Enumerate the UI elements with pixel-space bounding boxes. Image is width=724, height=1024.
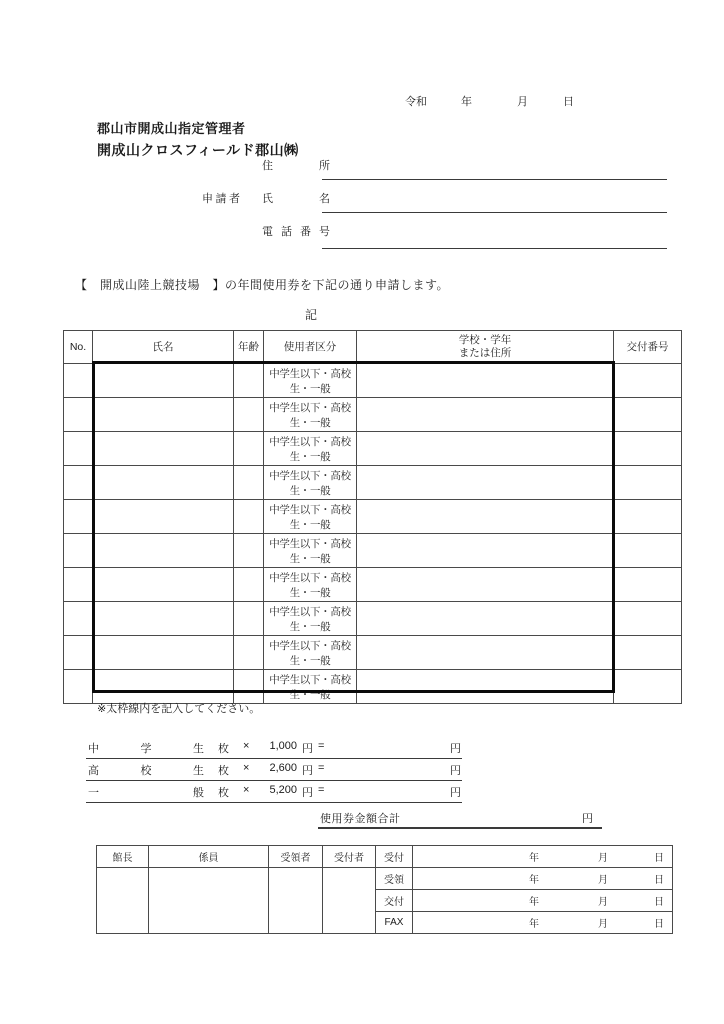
date-cell: [413, 890, 673, 912]
date-cell: [413, 912, 673, 934]
stamp-cell-staff: [149, 868, 269, 934]
number-cell: [614, 364, 682, 398]
age-cell: [234, 500, 264, 534]
address-field-line: [322, 160, 667, 180]
date-row-label: FAX: [376, 912, 413, 934]
name-cell: [93, 466, 234, 500]
usage-ticket-table: [63, 330, 682, 704]
table-row: [64, 534, 682, 568]
no-cell: [64, 568, 93, 602]
category-cell: 中学生以下・高校生・一般: [264, 500, 357, 534]
school-cell: [357, 568, 614, 602]
day-unit: 日: [654, 897, 664, 908]
no-cell: [64, 432, 93, 466]
table-row: [64, 466, 682, 500]
col-header-school-line2: または住所: [458, 347, 512, 359]
table-row: [64, 398, 682, 432]
yen-unit: 円: [302, 743, 313, 755]
day-unit: 日: [654, 875, 664, 886]
name-cell: [93, 602, 234, 636]
category-cell: 中学生以下・高校生・一般: [264, 466, 357, 500]
category-cell: 中学生以下・高校生・一般: [264, 398, 357, 432]
multiply-sign: ×: [243, 740, 250, 752]
header-receiver: 受領者: [269, 846, 323, 868]
no-cell: [64, 398, 93, 432]
equals-sign: =: [318, 784, 325, 796]
approval-table: [96, 845, 673, 934]
table-row: [64, 364, 682, 398]
address-label: 住 所: [262, 160, 330, 172]
category-cell: 中学生以下・高校生・一般: [264, 534, 357, 568]
category-cell: 中学生以下・高校生・一般: [264, 432, 357, 466]
col-header-age: 年齢: [234, 331, 264, 364]
age-cell: [234, 602, 264, 636]
stamp-cell-director: [97, 868, 149, 934]
header-receptionist: 受付者: [323, 846, 376, 868]
school-cell: [357, 602, 614, 636]
school-cell: [357, 500, 614, 534]
day-unit: 日: [563, 96, 574, 108]
application-sentence: 【 開成山陸上競技場 】の年間使用券を下記の通り申請します。: [75, 278, 450, 292]
age-cell: [234, 534, 264, 568]
result-yen-unit: 円: [450, 765, 461, 777]
unit-price: 5,200: [269, 784, 297, 796]
no-cell: [64, 636, 93, 670]
price-label: 中 学 生: [88, 743, 204, 755]
name-cell: [93, 398, 234, 432]
result-yen-unit: 円: [450, 787, 461, 799]
name-cell: [93, 636, 234, 670]
equals-sign: =: [318, 762, 325, 774]
stamp-cell-receiver: [269, 868, 323, 934]
name-cell: [93, 670, 234, 704]
month-unit: 月: [598, 897, 608, 908]
name-cell: [93, 568, 234, 602]
no-cell: [64, 466, 93, 500]
number-cell: [614, 500, 682, 534]
category-cell: 中学生以下・高校生・一般: [264, 568, 357, 602]
name-label: 氏 名: [262, 193, 330, 205]
category-cell: 中学生以下・高校生・一般: [264, 670, 357, 704]
stamp-cell-receptionist: [323, 868, 376, 934]
day-unit: 日: [654, 853, 664, 864]
col-header-school: [357, 331, 614, 364]
school-cell: [357, 364, 614, 398]
yen-unit: 円: [302, 787, 313, 799]
year-unit: 年: [529, 875, 539, 886]
age-cell: [234, 568, 264, 602]
col-header-no: No.: [64, 331, 93, 364]
phone-label: 電 話 番 号: [262, 226, 330, 238]
number-cell: [614, 432, 682, 466]
addressee-line1: 郡山市開成山指定管理者: [97, 121, 246, 136]
col-header-number: 交付番号: [614, 331, 682, 364]
sheets-unit: 枚: [218, 765, 229, 777]
category-cell: 中学生以下・高校生・一般: [264, 636, 357, 670]
ki-heading: 記: [305, 308, 318, 322]
result-yen-unit: 円: [450, 743, 461, 755]
table-row: [64, 500, 682, 534]
school-cell: [357, 534, 614, 568]
year-unit: 年: [529, 919, 539, 930]
age-cell: [234, 670, 264, 704]
pricing-section: [86, 737, 462, 803]
entry-note: ※太枠線内を記入してください。: [97, 703, 261, 715]
name-field-line: [322, 193, 667, 213]
approval-header-row: [97, 846, 673, 868]
date-row-label: 受付: [376, 846, 413, 868]
phone-field-line: [322, 229, 667, 249]
date-cell: [413, 846, 673, 868]
sheets-unit: 枚: [218, 743, 229, 755]
year-unit: 年: [529, 853, 539, 864]
age-cell: [234, 466, 264, 500]
number-cell: [614, 466, 682, 500]
year-unit: 年: [529, 897, 539, 908]
number-cell: [614, 636, 682, 670]
school-cell: [357, 670, 614, 704]
name-cell: [93, 500, 234, 534]
era-label: 令和: [405, 96, 427, 108]
month-unit: 月: [517, 96, 528, 108]
total-yen-unit: 円: [582, 813, 593, 825]
table-header-row: [64, 331, 682, 364]
month-unit: 月: [598, 875, 608, 886]
equals-sign: =: [318, 740, 325, 752]
age-cell: [234, 432, 264, 466]
col-header-name: 氏名: [93, 331, 234, 364]
name-cell: [93, 432, 234, 466]
month-unit: 月: [598, 919, 608, 930]
multiply-sign: ×: [243, 784, 250, 796]
no-cell: [64, 602, 93, 636]
price-label: 高 校 生: [88, 765, 204, 777]
sheets-unit: 枚: [218, 787, 229, 799]
year-unit: 年: [461, 96, 472, 108]
date-cell: [413, 868, 673, 890]
unit-price: 2,600: [269, 762, 297, 774]
price-row-highschool: [86, 759, 462, 781]
col-header-school-line1: 学校・学年: [458, 334, 512, 346]
total-amount-line: [318, 808, 602, 829]
category-cell: 中学生以下・高校生・一般: [264, 364, 357, 398]
multiply-sign: ×: [243, 762, 250, 774]
table-row: [64, 602, 682, 636]
no-cell: [64, 534, 93, 568]
age-cell: [234, 398, 264, 432]
number-cell: [614, 398, 682, 432]
table-row: [64, 568, 682, 602]
name-cell: [93, 364, 234, 398]
number-cell: [614, 534, 682, 568]
addressee-line2: 開成山クロスフィールド郡山㈱: [97, 142, 299, 158]
number-cell: [614, 602, 682, 636]
day-unit: 日: [654, 919, 664, 930]
name-cell: [93, 534, 234, 568]
applicant-label: 申請者: [202, 193, 243, 205]
month-unit: 月: [598, 853, 608, 864]
price-row-junior: [86, 737, 462, 759]
school-cell: [357, 398, 614, 432]
header-staff: 係員: [149, 846, 269, 868]
unit-price: 1,000: [269, 740, 297, 752]
date-row-label: 受領: [376, 868, 413, 890]
number-cell: [614, 670, 682, 704]
no-cell: [64, 500, 93, 534]
table-row: [64, 670, 682, 704]
no-cell: [64, 364, 93, 398]
number-cell: [614, 568, 682, 602]
category-cell: 中学生以下・高校生・一般: [264, 602, 357, 636]
school-cell: [357, 466, 614, 500]
price-label: 一 般: [88, 787, 204, 799]
price-row-adult: [86, 781, 462, 803]
header-director: 館長: [97, 846, 149, 868]
date-row-label: 交付: [376, 890, 413, 912]
age-cell: [234, 364, 264, 398]
yen-unit: 円: [302, 765, 313, 777]
age-cell: [234, 636, 264, 670]
no-cell: [64, 670, 93, 704]
table-row: [64, 432, 682, 466]
school-cell: [357, 432, 614, 466]
col-header-category: 使用者区分: [264, 331, 357, 364]
school-cell: [357, 636, 614, 670]
approval-row: [97, 868, 673, 890]
table-row: [64, 636, 682, 670]
total-label: 使用券金額合計: [320, 813, 401, 825]
